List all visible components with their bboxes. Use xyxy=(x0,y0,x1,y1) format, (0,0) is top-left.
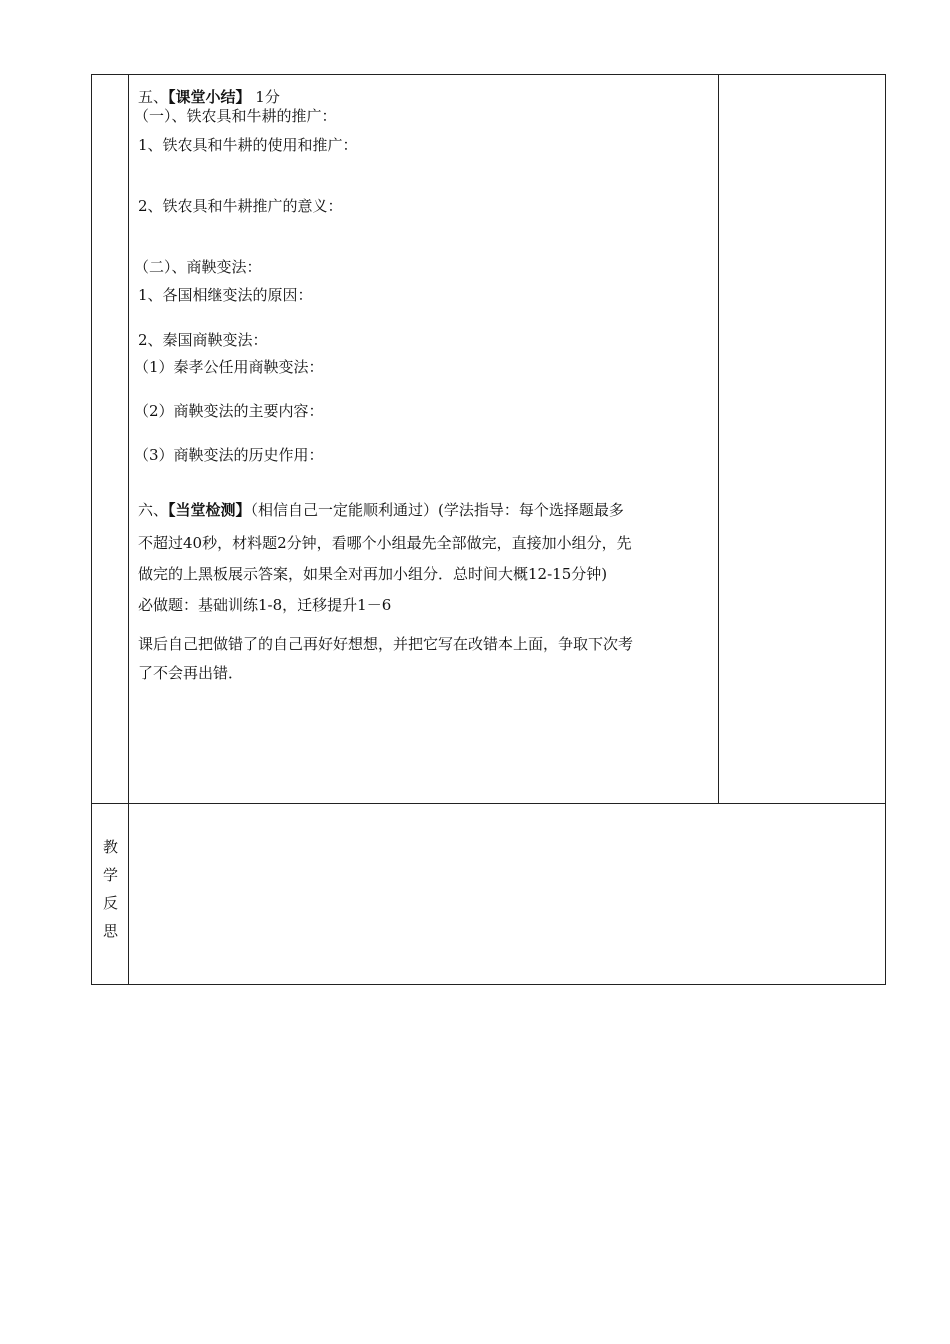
summary-part2-sub2: （2）商鞅变法的主要内容： xyxy=(134,402,324,420)
test-heading-bold: 【当堂检测】 xyxy=(168,501,251,519)
summary-part1-item2: 2、铁农具和牛耕推广的意义： xyxy=(138,197,343,215)
summary-heading xyxy=(138,88,280,106)
reflection-char-1: 教 xyxy=(102,838,118,856)
summary-part2-sub1: （1）秦孝公任用商鞅变法： xyxy=(134,358,324,376)
summary-heading-prefix: 五、 xyxy=(138,88,169,106)
table-row-divider xyxy=(91,803,886,804)
test-after-class-line2: 了不会再出错． xyxy=(138,664,244,682)
summary-part1-title: （一）、铁农具和牛耕的推广： xyxy=(134,107,337,125)
test-instructions-line1: （相信自己一定能顺利通过）(学法指导：每个选择题最多 xyxy=(250,501,624,519)
reflection-char-2: 学 xyxy=(102,866,118,884)
summary-part2-sub3: （3）商鞅变法的历史作用： xyxy=(134,446,324,464)
summary-part2-title: （二）、商鞅变法： xyxy=(134,258,262,276)
summary-heading-bold: 【课堂小结】 xyxy=(168,88,251,106)
table-bottom-border xyxy=(91,984,886,985)
table-notes-column-divider xyxy=(718,74,719,803)
reflection-char-4: 思 xyxy=(102,922,118,940)
table-top-border xyxy=(91,74,886,75)
summary-heading-suffix: 1分 xyxy=(250,88,280,106)
test-after-class-line1: 课后自己把做错了的自己再好好想想，并把它写在改错本上面，争取下次考 xyxy=(138,635,634,653)
test-required-items: 必做题：基础训练1-8，迁移提升1－6 xyxy=(138,596,392,614)
test-heading-prefix: 六、 xyxy=(138,501,169,519)
table-right-border xyxy=(885,74,886,985)
test-instructions-line2: 不超过40秒，材料题2分钟，看哪个小组最先全部做完，直接加小组分，先 xyxy=(138,534,632,552)
summary-part2-item1: 1、各国相继变法的原因： xyxy=(138,286,313,304)
summary-part1-item1: 1、铁农具和牛耕的使用和推广： xyxy=(138,136,358,154)
summary-part2-item2: 2、秦国商鞅变法： xyxy=(138,331,268,349)
test-instructions-line3: 做完的上黑板展示答案，如果全对再加小组分．总时间大概12-15分钟) xyxy=(138,565,608,583)
test-heading-line xyxy=(138,501,624,519)
reflection-char-3: 反 xyxy=(102,894,118,912)
